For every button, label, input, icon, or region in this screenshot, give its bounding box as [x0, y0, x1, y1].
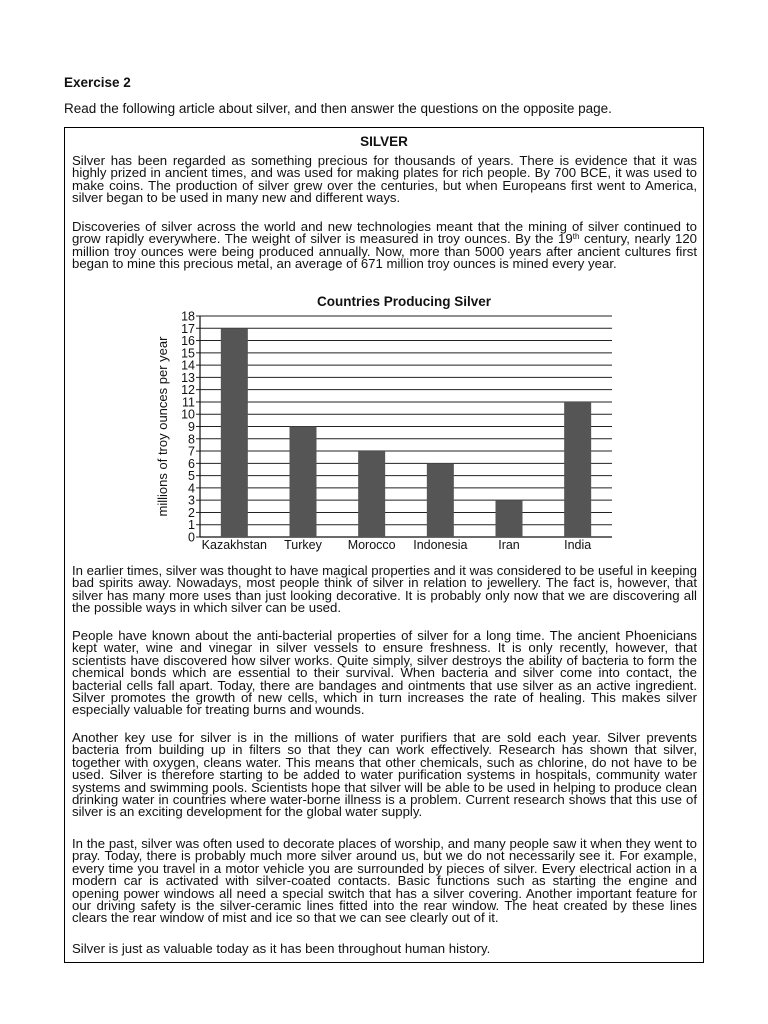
y-tick-label: 4: [188, 481, 195, 496]
article-box: [64, 127, 704, 963]
x-tick-label: Indonesia: [413, 538, 468, 552]
y-tick-label: 14: [181, 358, 195, 373]
y-tick-label: 2: [188, 505, 195, 520]
y-tick-label: 7: [188, 444, 195, 459]
y-tick-label: 6: [188, 456, 195, 471]
y-tick-label: 13: [181, 370, 195, 385]
x-tick-label: Iran: [498, 538, 520, 552]
chart-title: Countries Producing Silver: [316, 294, 492, 309]
x-tick-label: India: [564, 538, 592, 552]
paragraph-mining-text-a: Discoveries of silver across the world and new technologies meant that the mining of silver continued to grow rapidly everywhere. The weight of silver is measured in troy ounces. By the 19: [72, 219, 697, 247]
y-tick-label: 1: [188, 518, 195, 533]
y-tick-label: 9: [188, 420, 195, 434]
exercise-instruction: Read the following article about silver, and then answer the questions on the opposite page.: [64, 101, 612, 116]
y-axis-label: millions of troy ounces per year: [155, 336, 170, 517]
y-tick-label: 5: [188, 469, 195, 484]
article-title: SILVER: [360, 134, 408, 149]
ordinal-suffix: th: [572, 232, 580, 242]
paragraph-magic: In earlier times, silver was thought to have magical properties and it was considered to be useful in keeping bad spirits away. Nowadays, most people think of silver in relation to jewellery. The fact is, however, that silver has many more uses than just looking decorative. It is probably only now that we are discovering all the possible ways in which silver can be used.: [72, 563, 697, 616]
y-tick-label: 8: [188, 432, 195, 447]
paragraph-antibacterial: People have known about the anti-bacterial properties of silver for a long time. The ancient Phoenicians kept water, wine and vinegar in silver vessels to ensure freshness. It is only recently, however, that scientists have discovered how silver works. Quite simply, silver destroys the ability of bacteria to form the chemical bonds which are essential to their survival. When bacteria and silver come into contact, the bacterial cells fall apart. Today, there are bandages and ointments that use silver as an active ingredient. Silver promotes the growth of new cells, which in turn increases the rate of healing. This makes silver especially valuable for treating burns and wounds.: [72, 628, 697, 718]
y-tick-label: 18: [181, 309, 195, 324]
x-tick-label: Kazakhstan: [201, 538, 267, 552]
paragraph-mining-text-b: century, nearly 120 million troy ounces were being produced annually. Now, more than 5000 years after ancient cultures first began to mine this precious metal, an average of 671 million troy ounces is mined every year.: [72, 231, 697, 272]
y-tick-label: 3: [188, 493, 195, 508]
y-tick-label: 16: [181, 334, 195, 349]
paragraph-vehicles: In the past, silver was often used to decorate places of worship, and many people saw it when they went to pray. Today, there is probably much more silver around us, but we do not necessarily see it. For example, every time you travel in a motor vehicle you are surrounded by pieces of silver. Every electrical action in a modern car is activated with silver-coated contacts. Basic functions such as starting the engine and opening power windows all need a special switch that has a silver covering. Another important feature for our driving safety is the silver-ceramic lines fitted into the rear window. The heat created by these lines clears the rear window of mist and ice so that we can see clearly out of it.: [72, 836, 697, 926]
paragraph-history: Silver has been regarded as something precious for thousands of years. There is evidence that it was highly prized in ancient times, and was used for making plates for rich people. By 700 BCE, it was used to make coins. The production of silver grew over the centuries, but when Europeans first went to America, silver began to be used in many new and different ways.: [72, 153, 697, 206]
y-tick-label: 11: [182, 395, 195, 410]
x-tick-label: Morocco: [347, 538, 396, 552]
y-tick-label: 15: [181, 346, 195, 361]
paragraph-water: Another key use for silver is in the millions of water purifiers that are sold each year. Silver prevents bacteria from building up in filters so that they can work effectively. Research has shown that silver, together with oxygen, cleans water. This means that other chemicals, such as chlorine, do not have to be used. Silver is therefore starting to be added to water purification systems in hospitals, community water systems and swimming pools. Scientists hope that silver will be able to be used in helping to produce clean drinking water in countries where water-borne illness is a problem. Current research shows that this use of silver is an exciting development for the global water supply.: [72, 730, 697, 820]
paragraph-mining: [72, 221, 697, 271]
y-tick-label: 12: [181, 383, 195, 398]
y-tick-label: 0: [188, 530, 195, 545]
y-tick-label: 17: [181, 321, 195, 336]
paragraph-conclusion: Silver is just as valuable today as it has been throughout human history.: [72, 941, 491, 956]
exercise-title: Exercise 2: [64, 75, 131, 90]
y-tick-label: 10: [181, 407, 195, 422]
x-tick-label: Turkey: [284, 538, 322, 552]
